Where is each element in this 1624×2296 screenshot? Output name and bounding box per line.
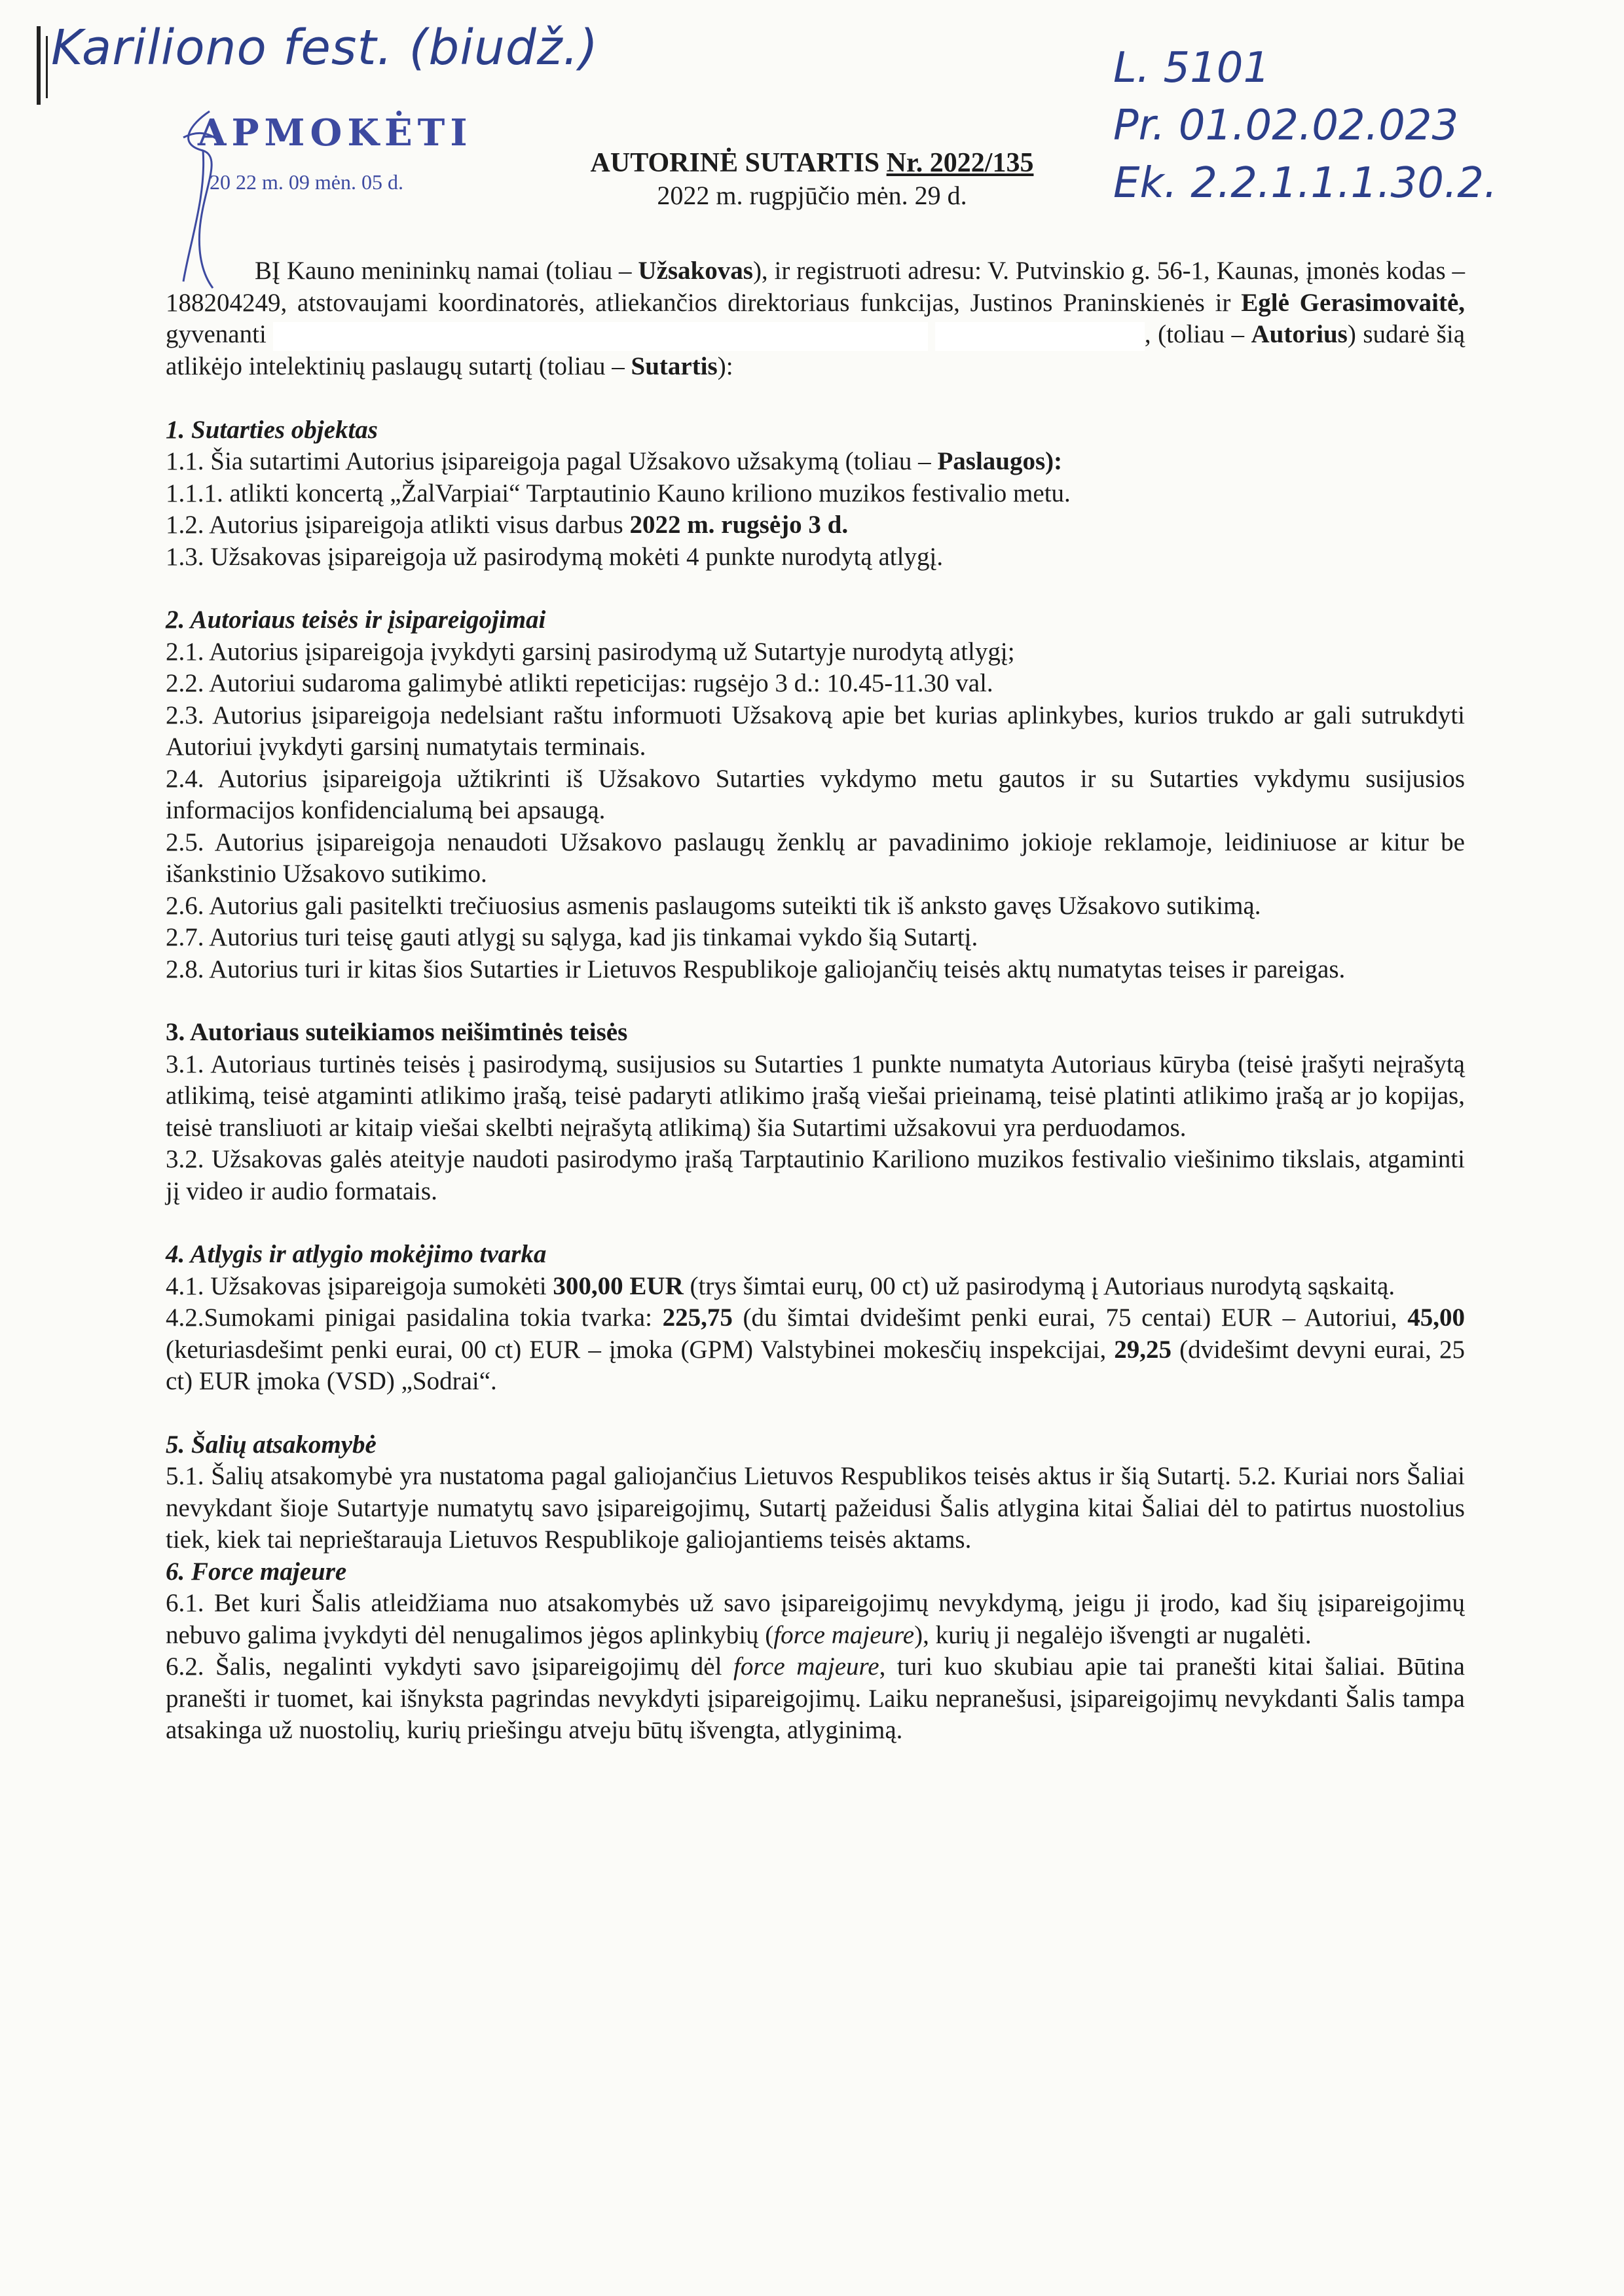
clause-text: 4.2.Sumokami pinigai pasidalina tokia tvarka: bbox=[166, 1303, 663, 1332]
clause-italic: force majeure bbox=[733, 1652, 879, 1681]
section-title: 3. Autoriaus suteikiamos neišimtinės teisės bbox=[166, 1018, 628, 1047]
clause-text: 6.2. Šalis, negalinti vykdyti savo įsipareigojimų dėl bbox=[166, 1652, 733, 1681]
clause-text: ), kurių ji negalėjo išvengti ar nugalėti. bbox=[914, 1620, 1312, 1649]
intro-paragraph bbox=[166, 255, 1465, 383]
section-title: 5. Šalių atsakomybė bbox=[166, 1430, 377, 1459]
clause-bold: 225,75 bbox=[662, 1303, 733, 1332]
margin-mark bbox=[46, 36, 48, 98]
clause-bold: 29,25 bbox=[1114, 1335, 1172, 1364]
clause: 2.6. Autorius gali pasitelkti trečiuosius asmenis paslaugoms suteikti tik iš anksto gavęs Užsakovo sutikimą. bbox=[166, 891, 1261, 920]
clause-bold: 2022 m. rugsėjo 3 d. bbox=[629, 511, 849, 539]
clause-text: (keturiasdešimt penki eurai, 00 ct) EUR – įmoka (GPM) Valstybinei mokesčių inspekcijai, bbox=[166, 1335, 1115, 1364]
document-title bbox=[591, 147, 1034, 179]
clause-text: , turi kuo skubiau apie tai pranešti kitai šaliai. Būtina pranešti ir tuomet, kai išnyksta pagrindas nevykdyti įsipareigojimų. Laiku nepranešusi, įsipareigojimų nevykdanti Šalis tampa atsakinga už nuostolių, kurių priešingu atveju būtų išvengta, atlyginimą. bbox=[166, 1652, 1465, 1745]
clause: 2.5. Autorius įsipareigoja nenaudoti Užsakovo paslaugų ženklų ar pavadinimo jokioje reklamoje, leidiniuose ar kitur be išankstinio Užsakovo sutikimo. bbox=[166, 828, 1465, 888]
clause: 2.2. Autoriui sudaroma galimybė atlikti repeticijas: rugsėjo 3 d.: 10.45-11.30 val. bbox=[166, 669, 993, 698]
handwritten-ref-line: L. 5101 bbox=[1113, 44, 1270, 92]
document-date: 2022 m. rugpjūčio mėn. 29 d. bbox=[657, 181, 967, 210]
section-title: 1. Sutarties objektas bbox=[166, 415, 378, 444]
customer-label: Užsakovas bbox=[638, 257, 753, 285]
document-header bbox=[0, 147, 1624, 211]
clause bbox=[166, 446, 1465, 478]
handwritten-note: Kariliono fest. (biudž.) bbox=[51, 20, 599, 76]
title-prefix: AUTORINĖ SUTARTIS bbox=[590, 148, 880, 178]
clause-bold: Paslaugos): bbox=[937, 447, 1063, 476]
margin-mark bbox=[37, 26, 41, 105]
clause-text: (du šimtai dvidešimt penki eurai, 75 centai) EUR – Autoriui, bbox=[732, 1303, 1408, 1332]
section-title: 6. Force majeure bbox=[166, 1557, 347, 1586]
clause bbox=[166, 1302, 1465, 1398]
redacted-address bbox=[273, 322, 928, 351]
handwritten-ref-line: Ek. 2.2.1.1.1.30.2. bbox=[1113, 159, 1498, 208]
clause-text: (trys šimtai eurų, 00 ct) už pasirodymą į Autoriaus nurodytą sąskaitą. bbox=[683, 1271, 1395, 1300]
contract-number: Nr. 2022/135 bbox=[886, 148, 1034, 178]
section-title: 4. Atlygis ir atlygio mokėjimo tvarka bbox=[166, 1240, 547, 1269]
clause bbox=[166, 1271, 1465, 1303]
clause: 2.7. Autorius turi teisę gauti atlygį su sąlyga, kad jis tinkamai vykdo šią Sutartį. bbox=[166, 923, 978, 952]
clause: 2.3. Autorius įsipareigoja nedelsiant raštu informuoti Užsakovą apie bet kurias aplinkybes, kurios trukdo ar gali sutrukdyti Autoriui įvykdyti garsinį numatytais terminais. bbox=[166, 701, 1465, 761]
contract-label: Sutartis bbox=[631, 352, 718, 381]
stamp-title: APMOKĖTI bbox=[198, 111, 473, 155]
intro-text: gyvenanti bbox=[166, 320, 267, 348]
clause: 2.8. Autorius turi ir kitas šios Sutarties ir Lietuvos Respublikoje galiojančių teisės aktų numatytas teises ir pareigas. bbox=[166, 955, 1346, 983]
clause-bold: 45,00 bbox=[1407, 1303, 1465, 1332]
clause-bold: 300,00 EUR bbox=[553, 1271, 684, 1300]
clause: 1.1.1. atlikti koncertą „ŽalVarpiai“ Tarptautinio Kauno kriliono muzikos festivalio metu. bbox=[166, 479, 1071, 507]
clause-text: 1.2. Autorius įsipareigoja atlikti visus darbus bbox=[166, 511, 630, 539]
clause bbox=[166, 1651, 1465, 1747]
intro-text: ), ir registruoti adresu: V. Putvinskio g. 56-1, Kaunas, įmonės kodas – 188204249, atstovaujami koordinatorės, atliekančios direktoriaus funkcijas, Justinos Praninskienės ir bbox=[166, 257, 1466, 317]
section-title: 2. Autoriaus teisės ir įsipareigojimai bbox=[166, 606, 546, 634]
clause-text: (dvidešimt devyni eurai, 25 ct) EUR įmoka (VSD) „Sodrai“. bbox=[166, 1335, 1465, 1396]
clause: 3.1. Autoriaus turtinės teisės į pasirodymą, susijusios su Sutarties 1 punkte numatyta Autoriaus kūryba (teisė įrašyti neįrašytą atlikimą, teisė atgaminti atlikimo įrašą, teisė padaryti atlikimo įrašą viešai prieinamą, teisė platinti atlikimo įrašą ar jo kopijas, teisė transliuoti ar kitaip viešai skelbti neįrašytą atlikimą) šia Sutartimi užsakovui yra perduodamos. bbox=[166, 1049, 1465, 1142]
handwritten-ref-line: Pr. 01.02.02.023 bbox=[1113, 101, 1459, 150]
clause: 1.3. Užsakovas įsipareigoja už pasirodymą mokėti 4 punkte nurodytą atlygį. bbox=[166, 542, 944, 571]
intro-text: ) sudarė šią atlikėjo intelektinių paslaugų sutartį (toliau – bbox=[166, 320, 1466, 381]
clause-text: 4.1. Užsakovas įsipareigoja sumokėti bbox=[166, 1271, 553, 1300]
contract-body bbox=[166, 255, 1465, 1747]
clause: 2.1. Autorius įsipareigoja įvykdyti garsinį pasirodymą už Sutartyje nurodytą atlygį; bbox=[166, 637, 1015, 666]
clause: 5.1. Šalių atsakomybė yra nustatoma pagal galiojančius Lietuvos Respublikos teisės aktus ir šią Sutartį. 5.2. Kuriai nors Šaliai nevykdant šioje Sutartyje numatytų savo įsipareigojimų, Sutartį pažeidusi Šalis atlygina kitai Šaliai dėl to patirtus nuostolius tiek, kiek tai neprieštarauja Lietuvos Respublikoje galiojantiems teisės aktams. bbox=[166, 1462, 1465, 1554]
author-name: Eglė Gerasimovaitė, bbox=[1241, 288, 1466, 317]
clause-italic: force majeure bbox=[773, 1620, 915, 1649]
intro-text: ): bbox=[717, 352, 733, 381]
clause-text: 6.1. Bet kuri Šalis atleidžiama nuo atsakomybės už savo įsipareigojimų nevykdymą, jeigu ji įrodo, kad šių įsipareigojimų nebuvo galima įvykdyti dėl nenugalimos jėgos aplinkybių ( bbox=[166, 1589, 1465, 1649]
clause: 3.2. Užsakovas galės ateityje naudoti pasirodymo įrašą Tarptautinio Kariliono muzikos festivalio viešinimo tikslais, atgaminti jį video ir audio formatais. bbox=[166, 1145, 1465, 1205]
clause bbox=[166, 1588, 1465, 1651]
clause bbox=[166, 509, 1465, 541]
clause: 2.4. Autorius įsipareigoja užtikrinti iš Užsakovo Sutarties vykdymo metu gautos ir su Sutarties vykdymu susijusios informacijos konfidencialumą bei apsaugą. bbox=[166, 764, 1465, 825]
redacted-address bbox=[935, 322, 1145, 351]
intro-text: , (toliau – bbox=[1144, 320, 1244, 348]
clause-text: 1.1. Šia sutartimi Autorius įsipareigoja pagal Užsakovo užsakymą (toliau – bbox=[166, 447, 931, 476]
author-label: Autorius bbox=[1251, 320, 1348, 348]
intro-text: BĮ Kauno menininkų namai (toliau – bbox=[255, 257, 632, 285]
stamp-date: 20 22 m. 09 mėn. 05 d. bbox=[210, 170, 403, 194]
